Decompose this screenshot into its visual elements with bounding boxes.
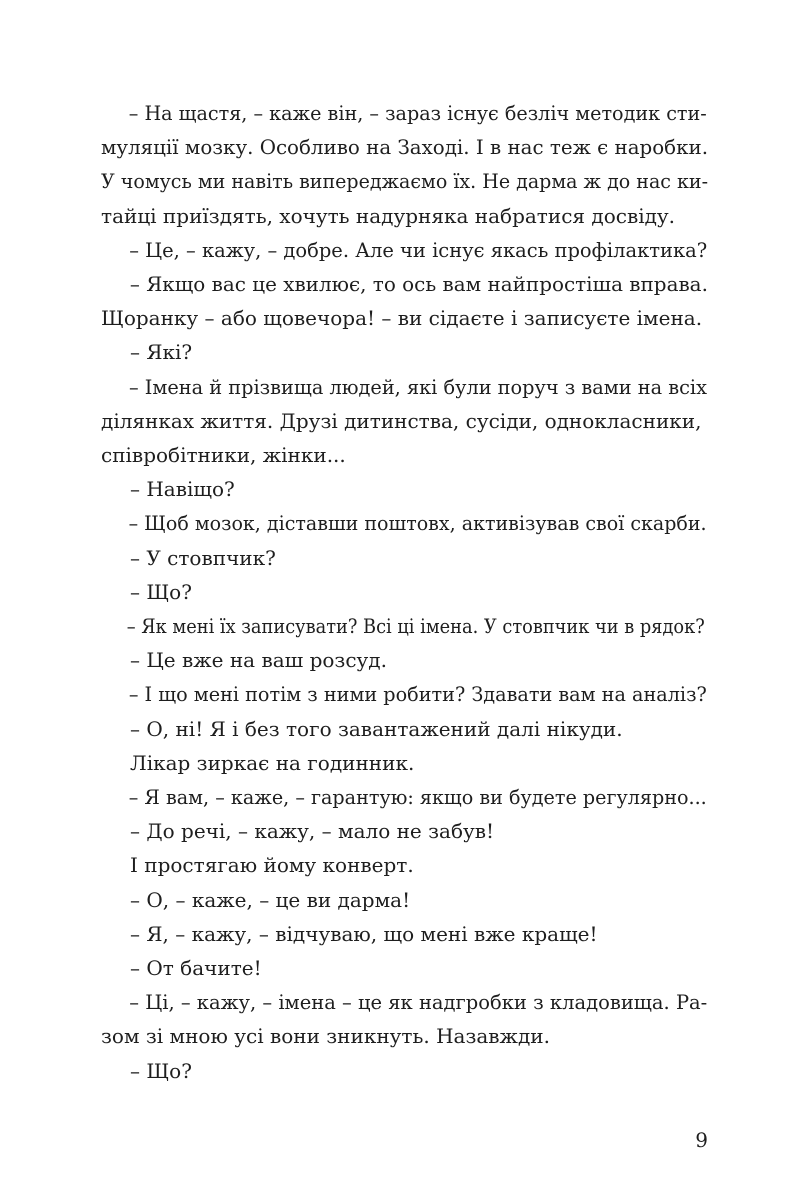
text-line: – Щоб мозок, діставши поштовх, активізував свої скарби. <box>128 511 707 536</box>
text-line: – Я, – кажу, – відчуваю, що мені вже краще! <box>130 921 598 946</box>
page-number: 9 <box>695 1128 708 1152</box>
text-line: – Імена й прізвища людей, які були поруч з вами на всіх <box>128 374 707 399</box>
page-text <box>101 96 708 1088</box>
text-line: – Це, – кажу, – добре. Але чи існує якась профілактика? <box>129 237 708 262</box>
text-line: – Навіщо? <box>130 477 235 502</box>
text-line: зом зі мною усі вони зникнуть. Назавжди. <box>101 1024 550 1049</box>
text-line: – Ці, – кажу, – імена – це як надгробки з кладовища. Ра- <box>129 990 708 1015</box>
text-line: – До речі, – кажу, – мало не забув! <box>130 819 495 844</box>
text-line: – О, ні! Я і без того завантажений далі нікуди. <box>130 716 623 741</box>
text-line: співробітники, жінки... <box>101 443 346 468</box>
text-line: – О, – каже, – це ви дарма! <box>130 887 411 912</box>
text-line: муляції мозку. Особливо на Заході. І в нас теж є наробки. <box>101 135 708 160</box>
text-line: – У стовпчик? <box>130 545 276 570</box>
text-line: – От бачите! <box>130 956 262 981</box>
text-line: – Які? <box>130 340 193 365</box>
text-line: – Я вам, – каже, – гарантую: якщо ви будете регулярно... <box>128 785 707 810</box>
text-line: У чомусь ми навіть випереджаємо їх. Не дарма ж до нас ки- <box>101 169 708 194</box>
text-line: – Якщо вас це хвилює, то ось вам найпростіша вправа. <box>129 272 708 297</box>
text-line: – Що? <box>130 579 192 604</box>
text-line: тайці приїздять, хочуть надурняка набратися досвіду. <box>101 203 676 228</box>
text-line: – Що? <box>130 1058 192 1083</box>
text-line: ділянках життя. Друзі дитинства, сусіди, однокласники, <box>101 408 702 433</box>
text-line: – Це вже на ваш розсуд. <box>130 648 387 673</box>
text-line: Лікар зиркає на годинник. <box>130 750 415 775</box>
text-line: – І що мені потім з ними робити? Здавати вам на аналіз? <box>128 682 707 707</box>
text-line: – На щастя, – каже він, – зараз існує безліч методик сти- <box>128 101 707 125</box>
text-line: – Як мені їх записувати? Всі ці імена. У стовпчик чи в рядок? <box>126 614 705 639</box>
text-line: І простягаю йому конверт. <box>130 853 414 878</box>
text-line: Щоранку – або щовечора! – ви сідаєте і записуєте імена. <box>101 306 703 331</box>
